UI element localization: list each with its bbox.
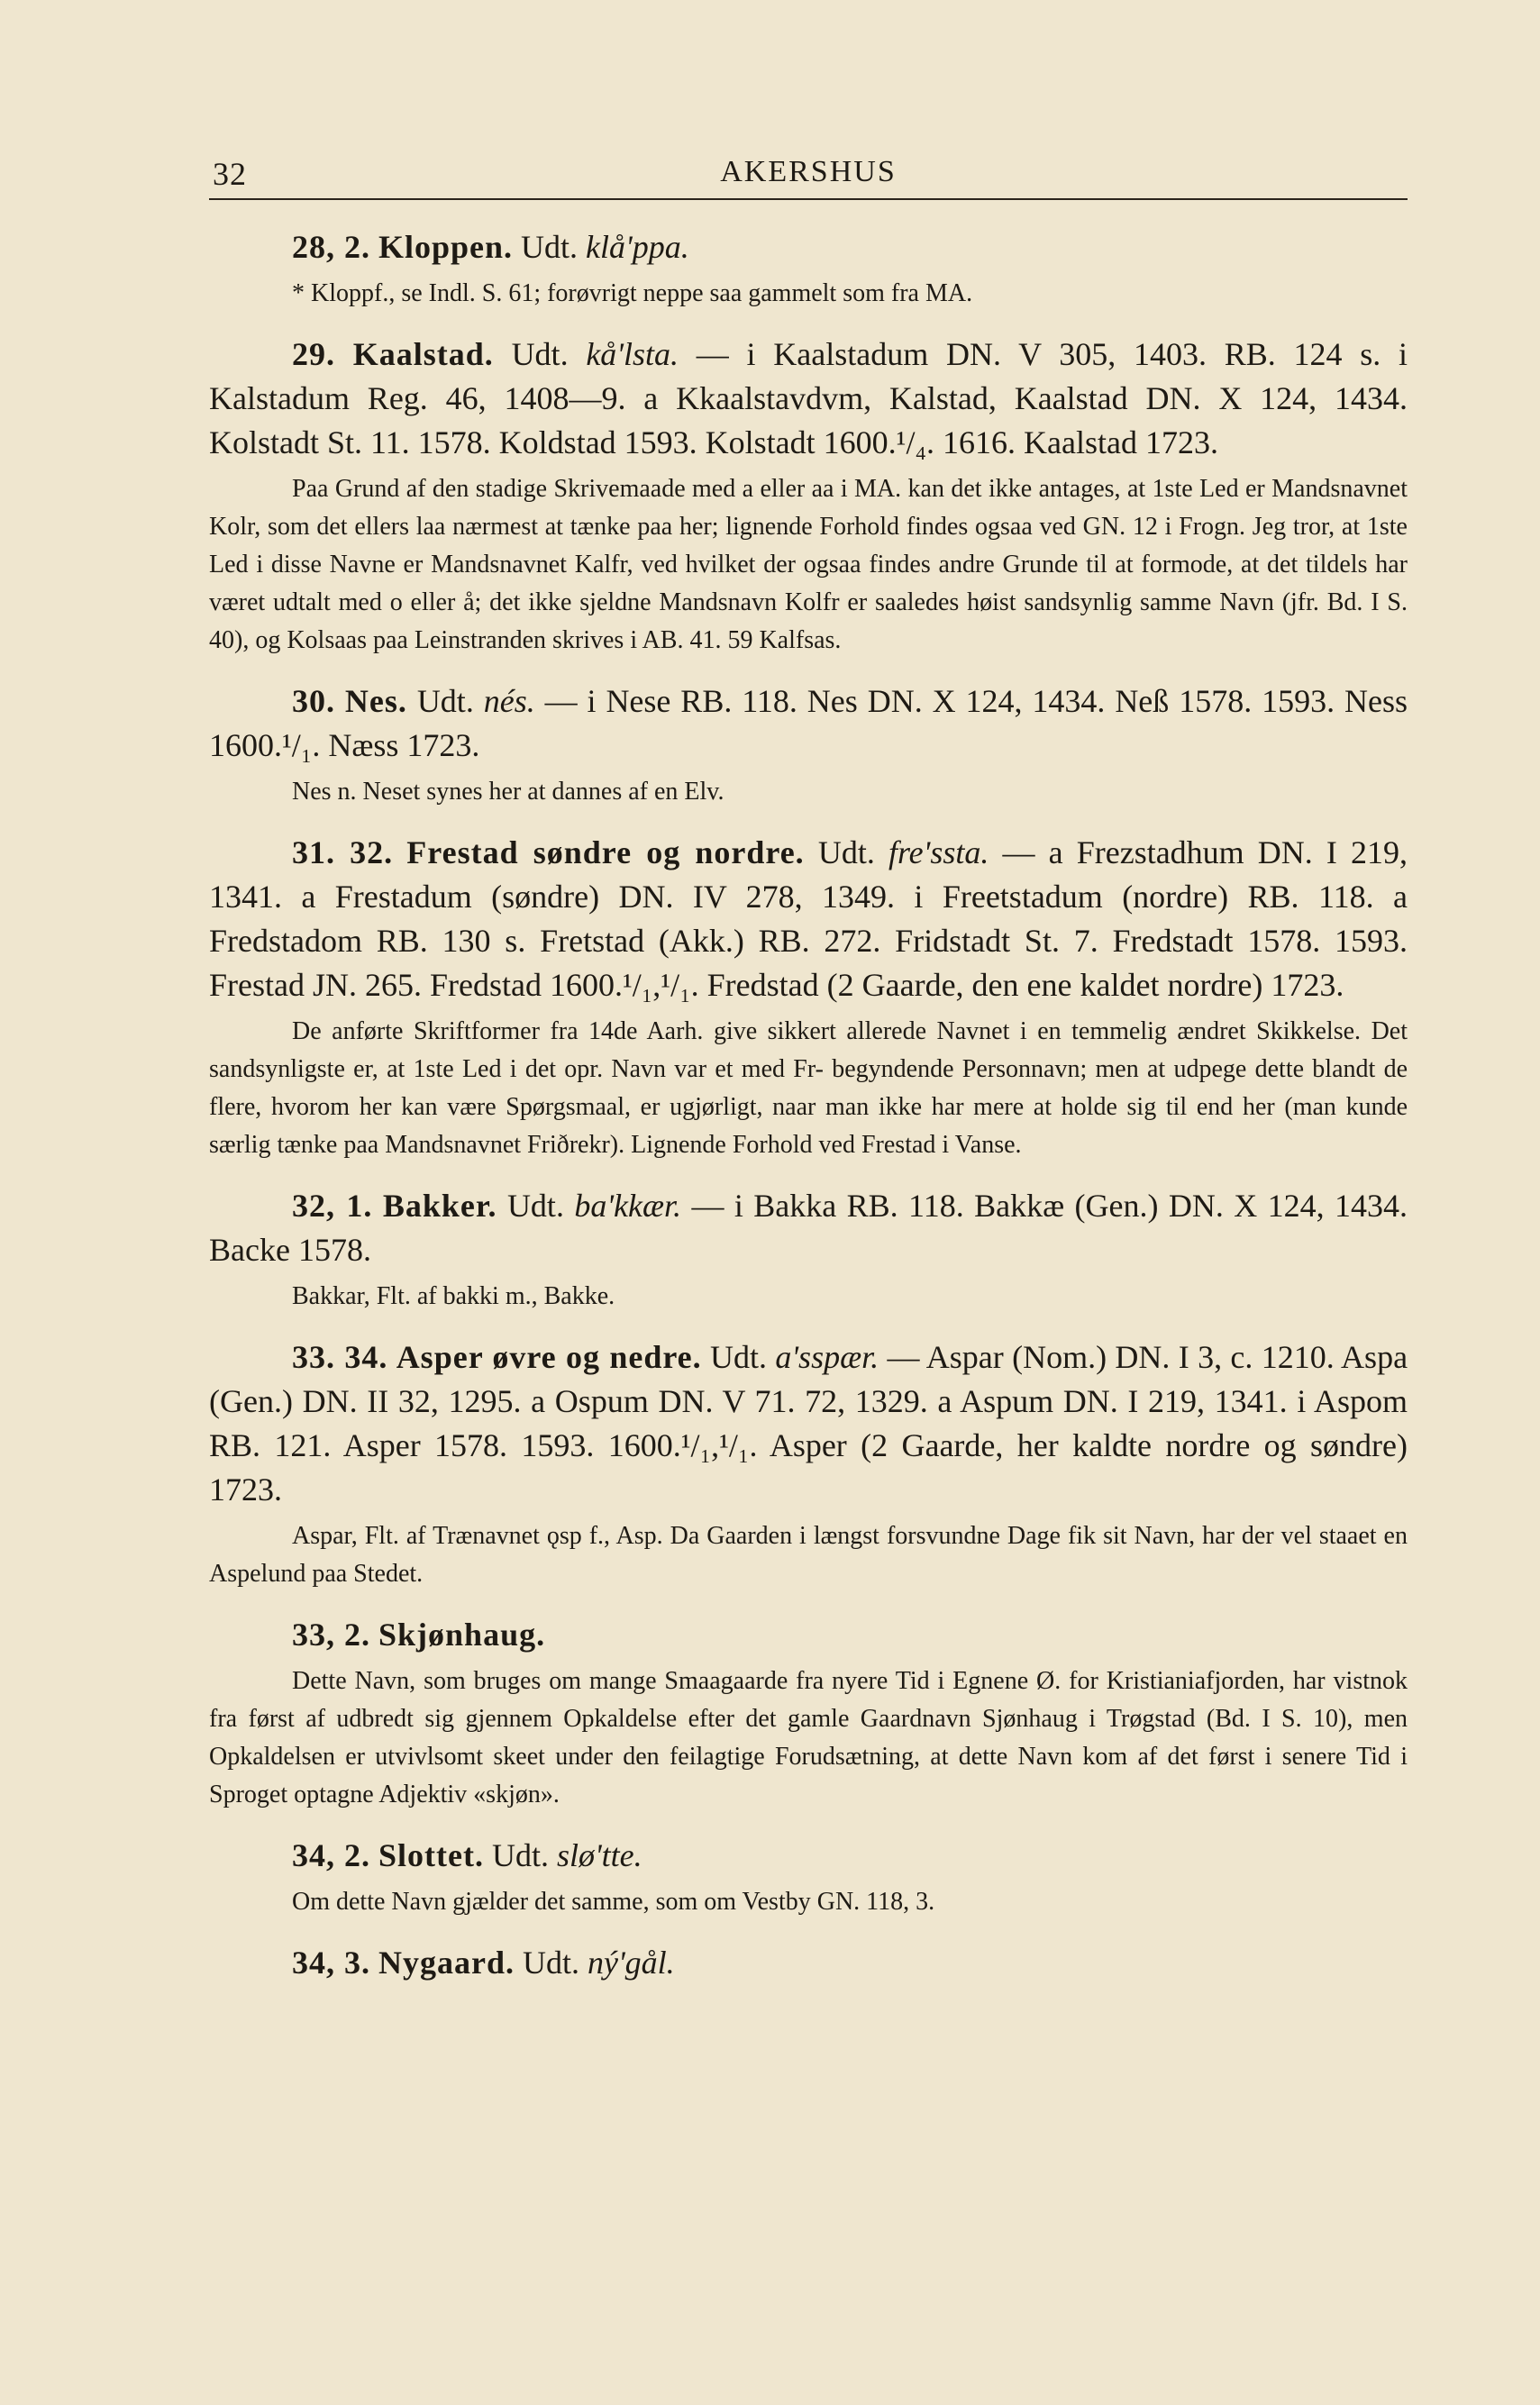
entry-heading bbox=[209, 1834, 1408, 1878]
entry-note: * Kloppf., se Indl. S. 61; forøvrigt neppe saa gammelt som fra MA. bbox=[292, 279, 973, 307]
entry-28-2 bbox=[209, 225, 1408, 313]
entry-34-2 bbox=[209, 1834, 1408, 1921]
pronunciation: klå'ppa. bbox=[586, 229, 689, 265]
entry-heading bbox=[209, 831, 1408, 1007]
entry-number: 30. bbox=[292, 683, 335, 719]
farm-name: Slottet. bbox=[378, 1837, 484, 1873]
farm-name: Asper øvre og nedre. bbox=[396, 1339, 702, 1375]
entry-29 bbox=[209, 333, 1408, 660]
entry-heading bbox=[209, 225, 1408, 269]
pronunciation: ný'gål. bbox=[588, 1945, 675, 1981]
farm-name: Nes. bbox=[344, 683, 407, 719]
farm-name: Skjønhaug. bbox=[378, 1617, 546, 1653]
entry-number: 32, 1. bbox=[292, 1188, 373, 1224]
page-number: 32 bbox=[213, 156, 247, 192]
farm-name: Kaalstad. bbox=[352, 336, 494, 372]
entry-note: Paa Grund af den stadige Skrivemaade med a eller aa i MA. kan det ikke antages, at 1ste Led er Mandsnavnet Kolr, som det ellers laa nærmest at tænke paa her; lignende Forhold findes ogsaa ved GN. 12 i Frogn. Jeg tror, at 1ste Led i disse Navne er Mandsnavnet Kalfr, ved hvilket der ogsaa findes andre Grunde til at formode, at det tildels har været udtalt med o eller å; det ikke sjeldne Mandsnavn Kolfr er saaledes høist sandsynlig samme Navn (jfr. Bd. I S. 40), og Kolsaas paa Leinstranden skrives i AB. 41. 59 Kalfsas. bbox=[209, 475, 1408, 654]
entry-heading bbox=[209, 679, 1408, 768]
udt-label: Udt. bbox=[491, 1837, 549, 1873]
entry-sources: — i Nese RB. 118. Nes DN. X 124, 1434. Neß 1578. 1593. Ness 1600.¹/₁. Næss 1723. bbox=[209, 683, 1408, 763]
entry-number: 28, 2. bbox=[292, 229, 370, 265]
udt-label: Udt. bbox=[817, 834, 875, 870]
entry-number: 31. 32. bbox=[292, 834, 394, 870]
udt-label: Udt. bbox=[506, 1188, 564, 1224]
pronunciation: kå'lsta. bbox=[586, 336, 679, 372]
running-title: AKERSHUS bbox=[720, 155, 897, 188]
pronunciation: slø'tte. bbox=[556, 1837, 642, 1873]
entry-heading bbox=[209, 1941, 1408, 1985]
entry-34-3 bbox=[209, 1941, 1408, 1985]
entry-number: 29. bbox=[292, 336, 335, 372]
page-content bbox=[209, 225, 1408, 2005]
entry-heading bbox=[209, 1613, 1408, 1657]
udt-label: Udt. bbox=[710, 1339, 768, 1375]
entry-number: 33. 34. bbox=[292, 1339, 388, 1375]
udt-label: Udt. bbox=[416, 683, 474, 719]
entry-sources: — Aspar (Nom.) DN. I 3, c. 1210. Aspa (Gen.) DN. II 32, 1295. a Ospum DN. V 71. 72, 1329. a Aspum DN. I 219, 1341. i Aspom RB. 121. Asper 1578. 1593. 1600.¹/₁,¹/₁. Asper (2 Gaarde, her kaldte nordre og søndre) 1723. bbox=[209, 1339, 1408, 1508]
entry-number: 33, 2. bbox=[292, 1617, 370, 1653]
entry-32-1 bbox=[209, 1184, 1408, 1316]
entry-30 bbox=[209, 679, 1408, 811]
farm-name: Bakker. bbox=[382, 1188, 497, 1224]
entry-heading bbox=[209, 333, 1408, 465]
farm-name: Nygaard. bbox=[378, 1945, 515, 1981]
entry-33-2 bbox=[209, 1613, 1408, 1814]
entry-number: 34, 3. bbox=[292, 1945, 370, 1981]
entry-note: Nes n. Neset synes her at dannes af en Elv. bbox=[292, 778, 724, 806]
entry-31-32 bbox=[209, 831, 1408, 1164]
farm-name: Frestad søndre og nordre. bbox=[406, 834, 805, 870]
entry-note: Om dette Navn gjælder det samme, som om Vestby GN. 118, 3. bbox=[292, 1888, 935, 1916]
udt-label: Udt. bbox=[521, 229, 579, 265]
entry-note: Aspar, Flt. af Trænavnet ǫsp f., Asp. Da Gaarden i længst forsvundne Dage fik sit Navn, har der vel staaet en Aspelund paa Stedet. bbox=[209, 1522, 1408, 1588]
entry-heading bbox=[209, 1184, 1408, 1272]
entry-note: De anførte Skriftformer fra 14de Aarh. give sikkert allerede Navnet i en temmelig ændret Skikkelse. Det sandsynligste er, at 1ste Led i det opr. Navn var et med Fr- begyndende Personnavn; men at udpege dette blandt de flere, hvorom her kan være Spørgsmaal, er ugjørligt, naar man ikke har mere at holde sig til end her (man kunde særlig tænke paa Mandsnavnet Friðrekr). Lignende Forhold ved Frestad i Vanse. bbox=[209, 1017, 1408, 1159]
entry-heading bbox=[209, 1335, 1408, 1512]
pronunciation: nés. bbox=[483, 683, 535, 719]
pronunciation: ba'kkær. bbox=[574, 1188, 682, 1224]
entry-number: 34, 2. bbox=[292, 1837, 370, 1873]
udt-label: Udt. bbox=[511, 336, 569, 372]
udt-label: Udt. bbox=[523, 1945, 579, 1981]
pronunciation: a'sspær. bbox=[775, 1339, 879, 1375]
entry-note: Dette Navn, som bruges om mange Smaagaarde fra nyere Tid i Egnene Ø. for Kristianiafjorden, har vistnok fra først af udbredt sig gjennem Opkaldelse efter det gamle Gaardnavn Sjønhaug i Trøgstad (Bd. I S. 10), men Opkaldelsen er utvivlsomt skeet under den feilagtige Forudsætning, at dette Navn kom af det først i senere Tid i Sproget optagne Adjektiv «skjøn». bbox=[209, 1667, 1408, 1808]
pronunciation: fre'ssta. bbox=[888, 834, 989, 870]
entry-sources: — i Kaalstadum DN. V 305, 1403. RB. 124 s. i Kalstadum Reg. 46, 1408—9. a Kkaalstavdvm, Kalstad, Kaalstad DN. X 124, 1434. Kolstadt St. 11. 1578. Koldstad 1593. Kolstadt 1600.¹/₄. 1616. Kaalstad 1723. bbox=[209, 336, 1408, 460]
page-header bbox=[209, 144, 1408, 200]
entry-sources: — a Frezstadhum DN. I 219, 1341. a Frestadum (søndre) DN. IV 278, 1349. i Freetstadum (nordre) RB. 118. a Fredstadom RB. 130 s. Fretstad (Akk.) RB. 272. Fridstadt St. 7. Fredstadt 1578. 1593. Frestad JN. 265. Fredstad 1600.¹/₁,¹/₁. Fredstad (2 Gaarde, den ene kaldet nordre) 1723. bbox=[209, 834, 1408, 1003]
entry-note: Bakkar, Flt. af bakki m., Bakke. bbox=[292, 1282, 615, 1310]
farm-name: Kloppen. bbox=[378, 229, 514, 265]
entry-sources: — i Bakka RB. 118. Bakkæ (Gen.) DN. X 124, 1434. Backe 1578. bbox=[209, 1188, 1408, 1268]
entry-33-34 bbox=[209, 1335, 1408, 1593]
